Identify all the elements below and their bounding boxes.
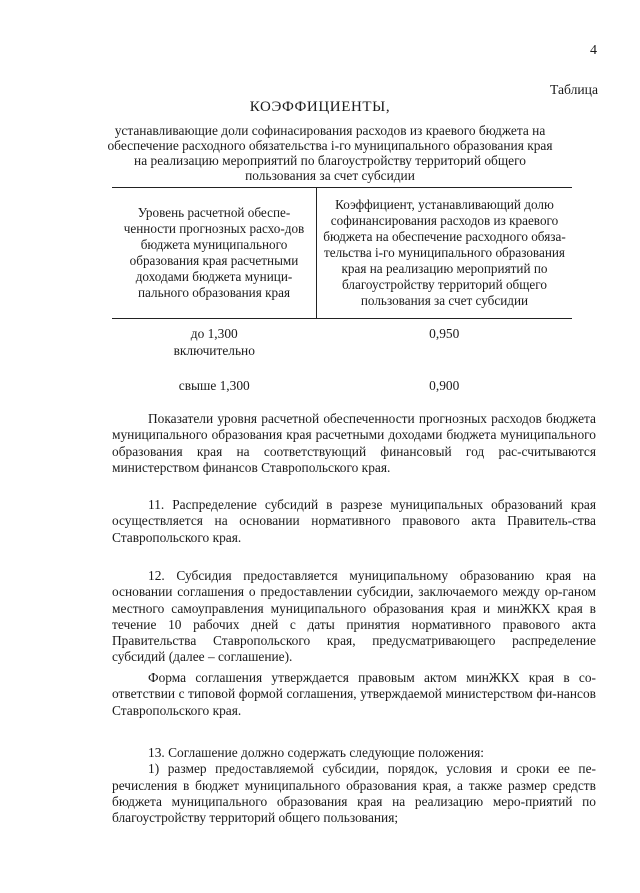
- paragraph-text: 12. Субсидия предоставляется муниципальному образованию края на основании соглашения о предоставлении субсидии, заключаемого между ор-ганом местного самоуправления муниципального образования края и минЖКХ края в течение 10 рабочих дней с даты принятия нормативного правового акта Правительства Ставропольского края, предусматривающего распределение субсидий (далее – соглашение).: [112, 568, 596, 665]
- paragraph-item-11: [112, 497, 596, 546]
- table-row: [112, 319, 572, 361]
- row-level: свыше 1,300: [178, 378, 250, 393]
- paragraph-item-12: [112, 568, 596, 666]
- page-number: 4: [590, 43, 597, 58]
- paragraph-text: 11. Распределение субсидий в разрезе муниципальных образований края осуществляется на основании нормативного правового акта Правитель-ства Ставропольского края.: [112, 497, 596, 545]
- row-coefficient: 0,950: [429, 326, 460, 341]
- paragraph-calculation-note: [112, 411, 596, 476]
- header-level: Уровень расчетной обеспе-ченности прогнозных расхо-дов бюджета муниципального образования края расчетными доходами бюджета муници-пального образования края: [112, 188, 317, 319]
- header-coefficient: Коэффициент, устанавливающий долю софинансирования расходов из краевого бюджета на обеспечение расходного обяза-тельства i-го муниципального образования края на реализацию мероприятий по благоустройству территорий общего пользования за счет субсидии: [317, 188, 573, 319]
- paragraph-text: 13. Соглашение должно содержать следующие положения:: [148, 745, 484, 760]
- row-level: до 1,300 включительно: [173, 326, 255, 358]
- paragraph-item-13: [112, 745, 596, 826]
- paragraph-text: Показатели уровня расчетной обеспеченности прогнозных расходов бюджета муниципального образования края расчетными доходами бюджета муниципального образования края на соответствующий финансовый год рас-считываются министерством финансов Ставропольского края.: [112, 411, 596, 475]
- table-header-row: [112, 188, 572, 319]
- row-coefficient: 0,900: [429, 378, 460, 393]
- coefficients-table: [112, 187, 572, 395]
- paragraph-text: Форма соглашения утверждается правовым актом минЖКХ края в со-ответствии с типовой формой соглашения, утверждаемой министерством фи-нансов Ставропольского края.: [112, 670, 596, 718]
- document-subtitle: устанавливающие доли софинасирования расходов из краевого бюджета на обеспечение расходного обязательства i-го муниципального образования края на реализацию мероприятий по благоустройству территорий общего пользования за счет субсидии: [107, 123, 553, 183]
- document-title: КОЭФФИЦИЕНТЫ,: [249, 99, 391, 115]
- table-row: [112, 360, 572, 395]
- table-label: Таблица: [550, 82, 598, 97]
- paragraph-agreement-form: [112, 670, 596, 719]
- paragraph-text: 1) размер предоставляемой субсидии, порядок, условия и сроки ее пе-речисления в бюджет муниципального образования края, а также размер средств бюджета муниципального образования края на реализацию меро-приятий по благоустройству территорий общего пользования;: [112, 761, 596, 826]
